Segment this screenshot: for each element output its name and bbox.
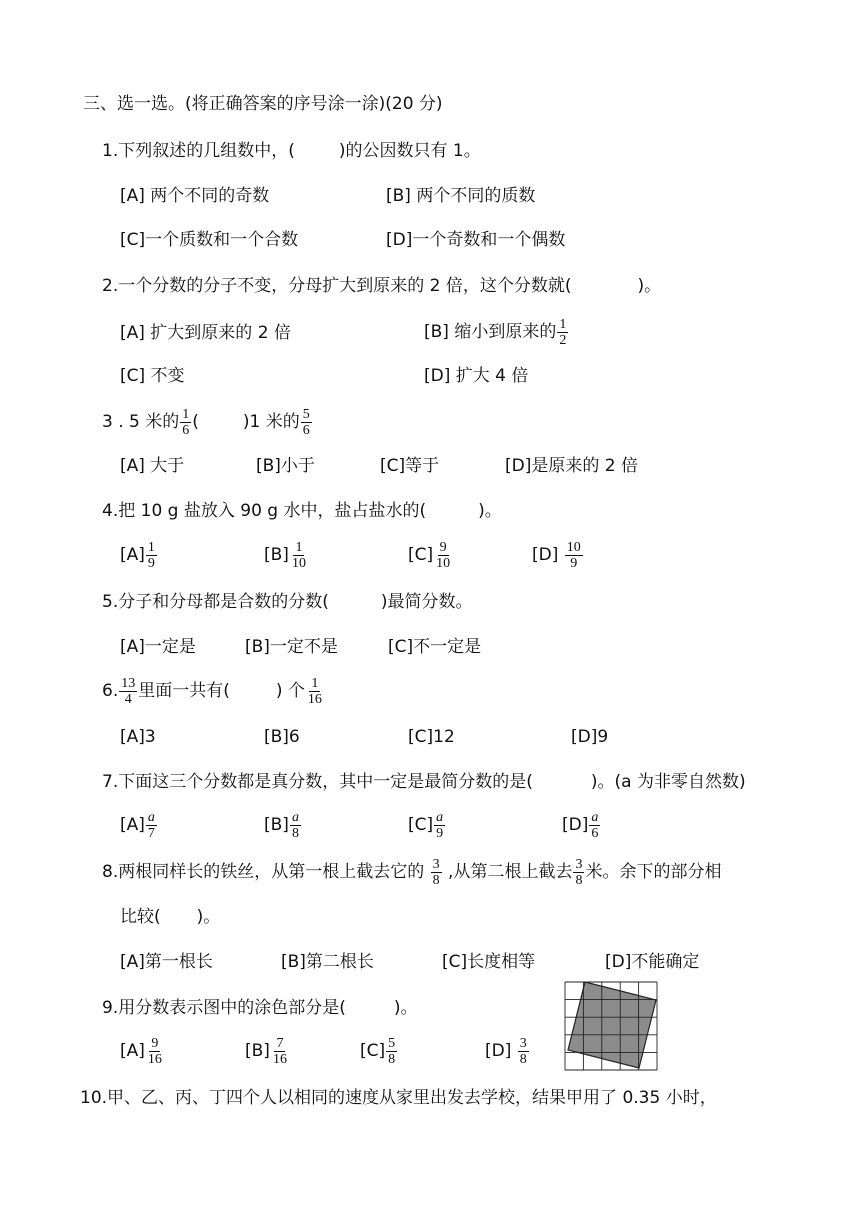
q5-option-c[interactable]: [C]不一定是 <box>388 637 482 657</box>
q9-option-d[interactable]: [D] $\frac{3}{8}$ <box>485 1035 527 1067</box>
q2-option-d[interactable]: [D] 扩大 4 倍 <box>424 366 529 386</box>
question-7: 7.下面这三个分数都是真分数，其中一定是最简分数的是( )。(a 为非零自然数) <box>102 772 746 792</box>
q6-option-d[interactable]: [D]9 <box>571 727 609 747</box>
q6-option-a[interactable]: [A]3 <box>120 727 156 747</box>
q4-option-a[interactable]: [A] $\frac{1}{9}$ <box>120 539 155 571</box>
question-1: 1.下列叙述的几组数中，( )的公因数只有 1。 <box>102 141 481 161</box>
fraction: $\frac{3}{8}$ <box>575 856 583 888</box>
q9-option-b[interactable]: [B] $\frac{7}{16}$ <box>245 1035 287 1067</box>
fraction: $\frac{5}{6}$ <box>302 406 310 438</box>
fraction: $\frac{3}{8}$ <box>519 1035 527 1067</box>
q4-option-c[interactable]: [C] $\frac{9}{10}$ <box>408 539 451 571</box>
q2-option-c[interactable]: [C] 不变 <box>120 366 185 386</box>
fraction: $\frac{3}{8}$ <box>432 856 440 888</box>
q8-option-b[interactable]: [B]第二根长 <box>281 952 374 972</box>
section-title: 三、选一选。(将正确答案的序号涂一涂)(20 分) <box>83 94 443 114</box>
fraction: $\frac{a}{8}$ <box>291 809 299 841</box>
q3-option-b[interactable]: [B]小于 <box>256 456 315 476</box>
fraction: $\frac{a}{9}$ <box>436 809 444 841</box>
fraction: $\frac{1}{9}$ <box>147 539 155 571</box>
fraction: $\frac{a}{7}$ <box>147 809 155 841</box>
q6-option-b[interactable]: [B]6 <box>264 727 300 747</box>
q7-option-d[interactable]: [D] $\frac{a}{6}$ <box>562 809 599 841</box>
q3-option-a[interactable]: [A] 大于 <box>120 456 185 476</box>
q8-option-d[interactable]: [D]不能确定 <box>605 952 700 972</box>
q1-option-b[interactable]: [B] 两个不同的质数 <box>386 186 536 206</box>
fraction: $\frac{9}{16}$ <box>147 1035 162 1067</box>
q6-option-c[interactable]: [C]12 <box>408 727 455 747</box>
q9-option-c[interactable]: [C] $\frac{5}{8}$ <box>360 1035 396 1067</box>
q8-option-c[interactable]: [C]长度相等 <box>442 952 536 972</box>
question-3: 3 . 5 米的 $\frac{1}{6}$ ( )1 米的 $\frac{5}{6}$ <box>102 406 310 438</box>
q3-option-c[interactable]: [C]等于 <box>380 456 440 476</box>
q2-option-a[interactable]: [A] 扩大到原来的 2 倍 <box>120 323 291 343</box>
q1-option-a[interactable]: [A] 两个不同的奇数 <box>120 186 270 206</box>
fraction: $\frac{1}{16}$ <box>307 675 322 707</box>
fraction: $\frac{13}{4}$ <box>121 675 136 707</box>
q9-option-a[interactable]: [A] $\frac{9}{16}$ <box>120 1035 162 1067</box>
q7-option-a[interactable]: [A] $\frac{a}{7}$ <box>120 809 155 841</box>
question-5: 5.分子和分母都是合数的分数( )最简分数。 <box>102 592 473 612</box>
question-2: 2.一个分数的分子不变，分母扩大到原来的 2 倍，这个分数就( )。 <box>102 276 662 296</box>
q8-option-a[interactable]: [A]第一根长 <box>120 952 213 972</box>
fraction: $\frac{9}{10}$ <box>436 539 451 571</box>
fraction: $\frac{7}{16}$ <box>272 1035 287 1067</box>
fraction: $\frac{5}{8}$ <box>388 1035 396 1067</box>
q5-option-a[interactable]: [A]一定是 <box>120 637 196 657</box>
q1-option-d[interactable]: [D]一个奇数和一个偶数 <box>386 230 566 250</box>
question-10: 10.甲、乙、丙、丁四个人以相同的速度从家里出发去学校，结果甲用了 0.35 小时， <box>80 1088 717 1108</box>
question-6: 6. $\frac{13}{4}$ 里面一共有( ) 个 $\frac{1}{16}$ <box>102 675 322 707</box>
q7-option-c[interactable]: [C] $\frac{a}{9}$ <box>408 809 444 841</box>
question-8-line-2: 比较( )。 <box>120 907 221 927</box>
grid-figure <box>563 980 659 1072</box>
q7-option-b[interactable]: [B] $\frac{a}{8}$ <box>264 809 299 841</box>
q2-option-b[interactable]: [B] 缩小到原来的 $\frac{1}{2}$ <box>424 316 567 348</box>
q4-option-b[interactable]: [B] $\frac{1}{10}$ <box>264 539 306 571</box>
fraction: $\frac{1}{10}$ <box>291 539 306 571</box>
question-8: 8.两根同样长的铁丝，从第一根上截去它的 $\frac{3}{8}$ ,从第二根上截去 $\frac{3}{8}$ 米。余下的部分相 <box>102 856 722 888</box>
fraction: $\frac{a}{6}$ <box>591 809 599 841</box>
q3-option-d[interactable]: [D]是原来的 2 倍 <box>505 456 638 476</box>
question-9: 9.用分数表示图中的涂色部分是( )。 <box>102 998 418 1018</box>
shaded-square <box>568 982 656 1068</box>
fraction: $\frac{10}{9}$ <box>566 539 581 571</box>
fraction: $\frac{1}{2}$ <box>559 316 567 348</box>
q1-option-c[interactable]: [C]一个质数和一个合数 <box>120 230 299 250</box>
fraction: $\frac{1}{6}$ <box>182 406 190 438</box>
q5-option-b[interactable]: [B]一定不是 <box>245 637 338 657</box>
question-4: 4.把 10 g 盐放入 90 g 水中，盐占盐水的( )。 <box>102 501 502 521</box>
q4-option-d[interactable]: [D] $\frac{10}{9}$ <box>532 539 581 571</box>
